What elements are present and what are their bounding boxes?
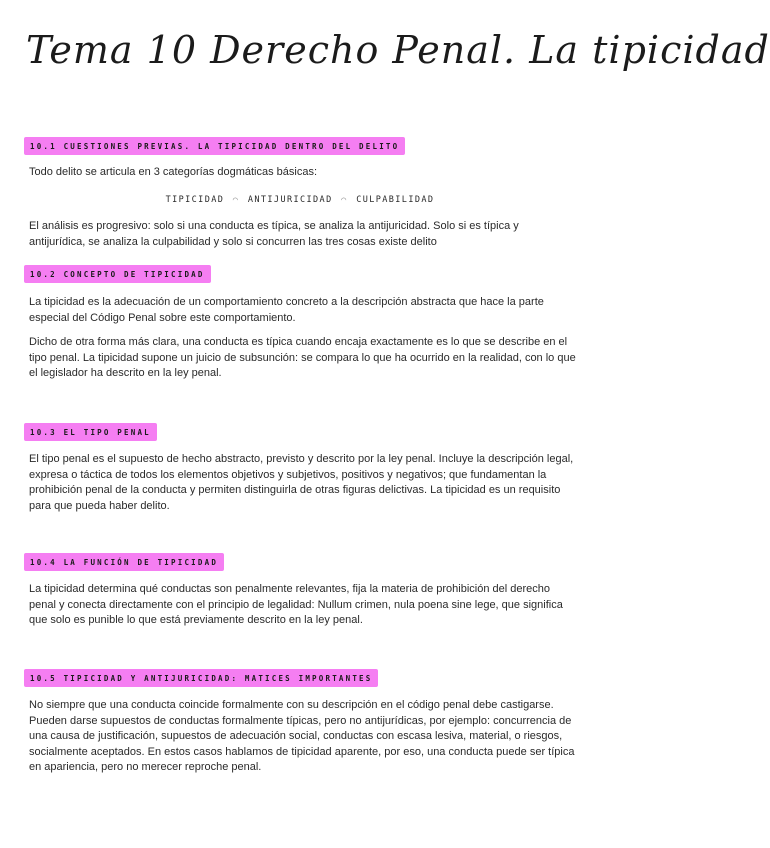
page-title: Tema 10 Derecho Penal. La tipicidad: [26, 28, 770, 72]
chain-item-antijuricidad: ANTIJURICIDAD: [247, 195, 333, 205]
paragraph: Todo delito se articula en 3 categorías dogmáticas básicas:: [29, 166, 317, 178]
arrow-icon: ⌒: [341, 195, 348, 205]
paragraph: El tipo penal es el supuesto de hecho abstracto, previsto y descrito por la ley penal. Incluye la descripción legal, expresa o táctica de todos los elementos objetivos y subjetivos, positivos y negativos; que fundamentan la prohibición penal de la conducta y permiten distinguirla de otras figuras delictivas. La tipicidad es un requisito para que pueda haber delito.: [29, 453, 574, 512]
paragraph: El análisis es progresivo: solo si una conducta es típica, se analiza la antijuricidad. Solo si es típica y antijurídica, se analiza la culpabilidad y solo si concurren las tres cosas existe delito: [29, 220, 519, 248]
categories-chain: [0, 195, 600, 205]
chain-item-tipicidad: TIPICIDAD: [165, 195, 225, 205]
section-heading-1: 10.1 CUESTIONES PREVIAS. LA TIPICIDAD DENTRO DEL DELITO: [24, 137, 405, 155]
paragraph: La tipicidad es la adecuación de un comportamiento concreto a la descripción abstracta que hace la parte especial del Código Penal sobre este comportamiento.: [29, 296, 544, 324]
section-heading-2: 10.2 CONCEPTO DE TIPICIDAD: [24, 265, 211, 283]
arrow-icon: ⌒: [232, 195, 240, 205]
section-heading-5: 10.5 TIPICIDAD Y ANTIJURICIDAD: MATICES IMPORTANTES: [24, 669, 378, 687]
chain-item-culpabilidad: CULPABILIDAD: [356, 195, 435, 205]
section-heading-3: 10.3 EL TIPO PENAL: [24, 423, 157, 441]
paragraph: La tipicidad determina qué conductas son penalmente relevantes, fija la materia de prohibición del derecho penal y conecta directamente con el principio de legalidad: Nullum crimen, nula poena sine lege, que significa que solo es punible lo que está previamente descrito en la ley penal.: [29, 583, 563, 627]
paragraph: No siempre que una conducta coincide formalmente con su descripción en el código penal debe castigarse. Pueden darse supuestos de conductas formalmente típicas, pero no antijurídicas, por ejemplo: concurrencia de una causa de justificación, supuestos de adecuación social, conductas con escasa lesiva, material, o riesgos, socialmente aceptados. En estos casos hablamos de tipicidad aparente, por eso, una conducta puede ser típica en apariencia, pero no merecer reproche penal.: [29, 699, 575, 774]
section-heading-4: 10.4 LA FUNCIÓN DE TIPICIDAD: [24, 553, 224, 571]
paragraph: Dicho de otra forma más clara, una conducta es típica cuando encaja exactamente es lo que se describe en el tipo penal. La tipicidad supone un juicio de subsunción: se compara lo que ha ocurrido en la realidad, con lo que el legislador ha descrito en la ley penal.: [29, 336, 576, 380]
